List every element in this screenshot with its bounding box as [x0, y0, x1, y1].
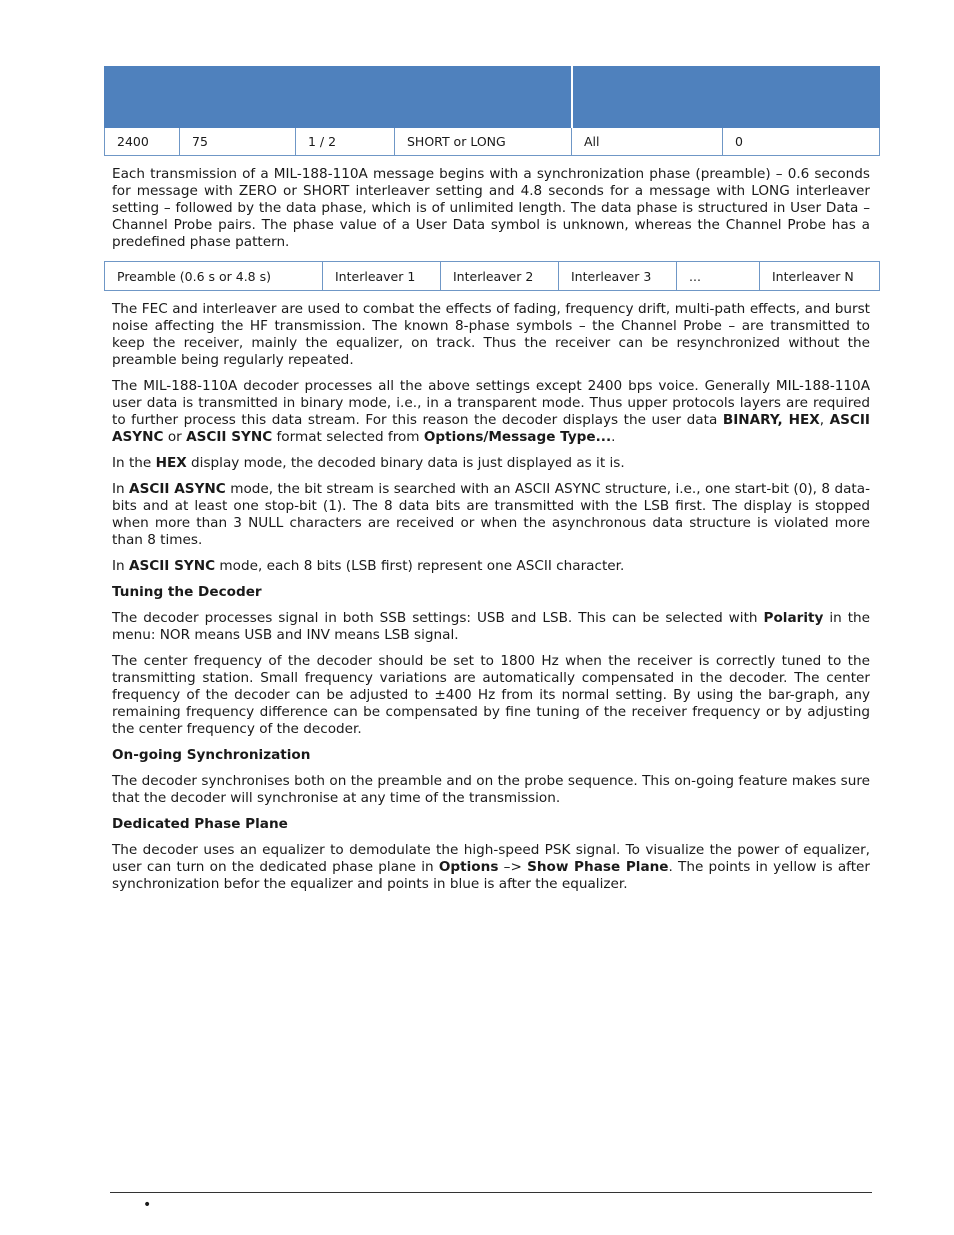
- bold-text: Show Phase Plane: [527, 859, 669, 875]
- bold-text: Polarity: [763, 610, 824, 626]
- text: In: [112, 558, 129, 574]
- table-cell: Interleaver N: [760, 262, 880, 291]
- paragraph-ascii-async: [112, 481, 870, 549]
- text: in the menu: NOR means USB and INV means LSB signal.: [112, 610, 871, 643]
- text: or: [163, 429, 187, 445]
- table-cell: SHORT or LONG: [395, 128, 572, 156]
- table-row: [105, 262, 880, 291]
- paragraph-fec: The FEC and interleaver are used to combat the effects of fading, frequency drift, multi-path effects, and burst noise affecting the HF transmission. The known 8-phase symbols – the Channel Probe – are transmitted to keep the receiver, mainly the equalizer, on track. Thus the receiver can be resynchronized without the preamble being regularly repeated.: [112, 301, 870, 368]
- table-cell: 1 / 2: [296, 128, 395, 156]
- text: mode, each 8 bits (LSB first) represent one ASCII character.: [215, 558, 625, 574]
- bold-text: ASCII SYNC: [128, 558, 216, 574]
- table-cell: 0: [723, 128, 880, 156]
- bold-text: HEX: [155, 455, 187, 471]
- table-header-row: [105, 67, 880, 128]
- text: .: [611, 429, 616, 445]
- footer-bullet: •: [143, 1197, 152, 1213]
- text: The decoder processes signal in both SSB settings: USB and LSB. This can be selected with: [112, 610, 764, 626]
- paragraph-hex: [112, 455, 870, 472]
- table-row: [105, 128, 880, 156]
- table-cell: 2400: [105, 128, 180, 156]
- table-cell: All: [572, 128, 723, 156]
- bold-text: BINARY, HEX: [722, 412, 820, 428]
- paragraph-transmission: Each transmission of a MIL-188-110A message begins with a synchronization phase (preamble) – 0.6 seconds for message with ZERO or SHORT interleaver setting and 4.8 seconds for a message with LONG interleaver setting – followed by the data phase, which is of unlimited length. The data phase is structured in User Data – Channel Probe pairs. The phase value of a User Data symbol is unknown, whereas the Channel Probe has a predefined phase pattern.: [112, 166, 870, 250]
- text: display mode, the decoded binary data is just displayed as it is.: [186, 455, 625, 471]
- heading-tuning: Tuning the Decoder: [112, 584, 262, 600]
- text: format selected from: [272, 429, 424, 445]
- text: mode, the bit stream is searched with an ASCII ASYNC structure, i.e., one start-bit (0), 8 data-bits and at least one stop-bit (1). The 8 data bits are transmitted with the LSB first. The display is stopped when more than 3 NULL characters are received or when the asynchronous data structure is violated more than 8 times.: [112, 481, 870, 548]
- paragraph-phase-plane: [112, 842, 870, 893]
- table-cell: 75: [180, 128, 296, 156]
- bold-text: ASCII ASYNC: [129, 481, 226, 497]
- text: –>: [498, 859, 528, 875]
- paragraph-center-frequency: The center frequency of the decoder should be set to 1800 Hz when the receiver is correctly tuned to the transmitting station. Small frequency variations are automatically compensated in the decoder. The center frequency of the decoder can be adjusted to ±400 Hz from its normal setting. By using the bar-graph, any remaining frequency difference can be compensated by fine tuning of the receiver frequency or by adjusting the center frequency of the decoder.: [112, 653, 870, 737]
- table-header-cell: [105, 67, 572, 128]
- paragraph-ascii-sync: [112, 558, 870, 575]
- text: The MIL-188-110A decoder processes all the above settings except 2400 bps voice. Generally MIL-188-110A user data is transmitted in binary mode, i.e., in a transparent mode. Thus upper protocols layers are required to further process this data stream. For this reason the decoder displays the user data: [112, 378, 870, 428]
- table-cell: Interleaver 2: [441, 262, 559, 291]
- paragraph-polarity: [112, 610, 870, 644]
- heading-synchronization: On-going Synchronization: [112, 747, 311, 763]
- text: . The points in yellow is after synchronization befor the equalizer and points in blue is after the equalizer.: [112, 859, 870, 892]
- table-cell: Interleaver 1: [323, 262, 441, 291]
- bold-text: Options/Message Type...: [423, 429, 612, 445]
- text: The decoder uses an equalizer to demodulate the high-speed PSK signal. To visualize the power of equalizer, user can turn on the dedicated phase plane in: [112, 842, 870, 875]
- table-header-cell: [572, 67, 880, 128]
- table-cell: ...: [677, 262, 760, 291]
- bold-text: Options: [438, 859, 499, 875]
- text: ,: [819, 412, 830, 428]
- paragraph-decoder-settings: [112, 378, 870, 446]
- bold-text: ASCII ASYNC: [112, 412, 870, 445]
- table-cell: Preamble (0.6 s or 4.8 s): [105, 262, 323, 291]
- frame-structure-table: [104, 261, 880, 291]
- paragraph-synchronization: The decoder synchronises both on the preamble and on the probe sequence. This on-going feature makes sure that the decoder will synchronise at any time of the transmission.: [112, 773, 870, 806]
- bold-text: ASCII SYNC: [186, 429, 273, 445]
- footer-divider: [110, 1192, 872, 1193]
- text: In the: [112, 455, 156, 471]
- text: In: [112, 481, 130, 497]
- settings-table: [104, 66, 880, 156]
- table-cell: Interleaver 3: [559, 262, 677, 291]
- main-section: [112, 301, 870, 902]
- intro-section: [112, 166, 870, 260]
- heading-phase-plane: Dedicated Phase Plane: [112, 816, 288, 832]
